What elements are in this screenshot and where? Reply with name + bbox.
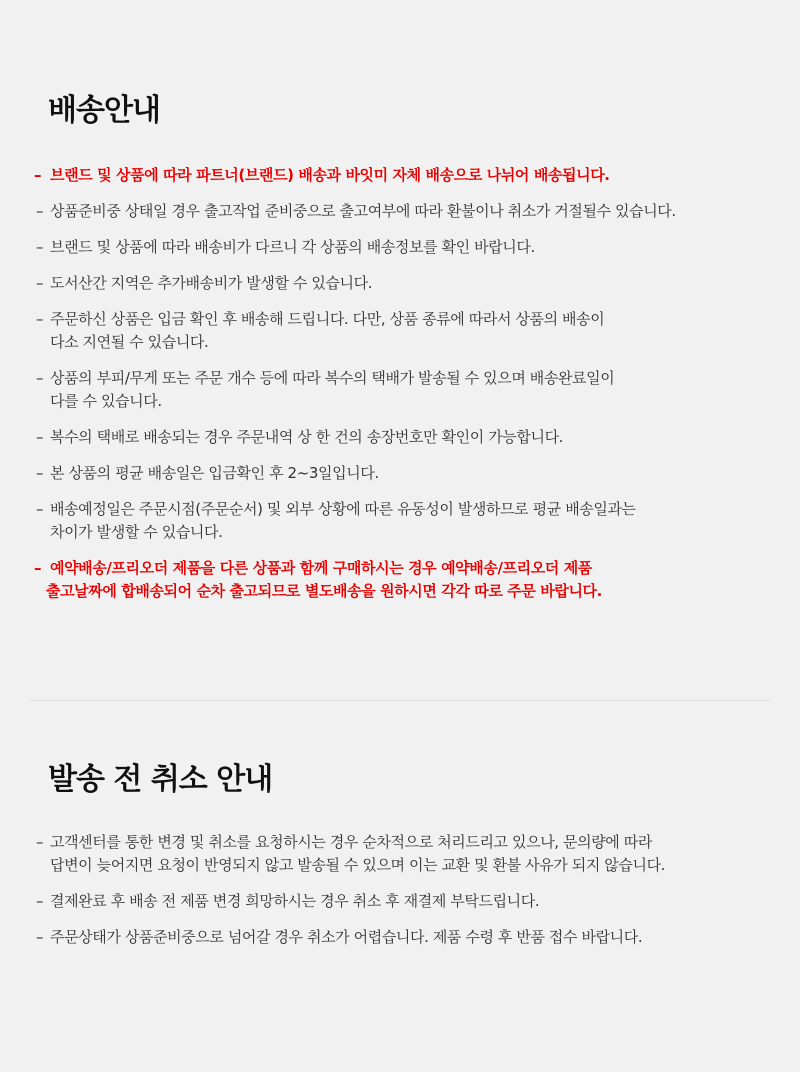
cancel-notice-customer-center: [0, 831, 800, 877]
cancel-notice-change-product: [0, 890, 800, 913]
bullet-dash: –: [36, 369, 44, 387]
notice-line: 복수의 택배로 배송되는 경우 주문내역 상 한 건의 송장번호만 확인이 가능합니다.: [50, 428, 564, 446]
shipping-notice-expected-date: [0, 498, 800, 544]
bullet-dash: –: [36, 892, 44, 910]
bullet-dash: –: [36, 238, 44, 256]
notice-line: 고객센터를 통한 변경 및 취소를 요청하시는 경우 순차적으로 처리드리고 있으나, 문의량에 따라: [50, 833, 652, 851]
shipping-notice-multiple-parcels: [0, 367, 800, 413]
bullet-dash: –: [36, 833, 44, 851]
bullet-dash: –: [36, 500, 44, 518]
bullet-dash: –: [34, 166, 42, 184]
notice-line: 브랜드 및 상품에 따라 파트너(브랜드) 배송과 바잇미 자체 배송으로 나뉘어 배송됩니다.: [50, 166, 610, 184]
bullet-dash: –: [36, 464, 44, 482]
notice-line: 브랜드 및 상품에 따라 배송비가 다르니 각 상품의 배송정보를 확인 바랍니다.: [50, 238, 535, 256]
bullet-dash: –: [36, 202, 44, 220]
notice-line: 다를 수 있습니다.: [50, 392, 162, 410]
cancel-guide-title: 발송 전 취소 안내: [48, 762, 273, 797]
notice-line: 상품의 부피/무게 또는 주문 개수 등에 따라 복수의 택배가 발송될 수 있으며 배송완료일이: [50, 369, 615, 387]
notice-line: 예약배송/프리오더 제품을 다른 상품과 함께 구매하시는 경우 예약배송/프리오더 제품: [50, 559, 592, 577]
shipping-notice-average-days: [0, 462, 800, 485]
section-divider: [30, 700, 770, 701]
shipping-notice-partner-delivery: [0, 164, 800, 187]
bullet-dash: –: [34, 559, 42, 577]
cancel-notice-preparing-status: [0, 926, 800, 949]
cancel-notice-list: [0, 831, 800, 962]
notice-line: 결제완료 후 배송 전 제품 변경 희망하시는 경우 취소 후 재결제 부탁드립니다.: [50, 892, 540, 910]
notice-line: 주문상태가 상품준비중으로 넘어갈 경우 취소가 어렵습니다. 제품 수령 후 반품 접수 바랍니다.: [50, 928, 643, 946]
notice-line: 도서산간 지역은 추가배송비가 발생할 수 있습니다.: [50, 274, 373, 292]
shipping-notice-list: [0, 164, 800, 616]
notice-line: 출고날짜에 합배송되어 순차 출고되므로 별도배송을 원하시면 각각 따로 주문 바랍니다.: [46, 582, 602, 600]
shipping-notice-preparing: [0, 200, 800, 223]
notice-line: 본 상품의 평균 배송일은 입금확인 후 2~3일입니다.: [50, 464, 379, 482]
bullet-dash: –: [36, 928, 44, 946]
shipping-notice-fee: [0, 236, 800, 259]
shipping-notice-payment-confirm: [0, 308, 800, 354]
notice-line: 차이가 발생할 수 있습니다.: [50, 523, 223, 541]
shipping-notice-tracking-number: [0, 426, 800, 449]
notice-line: 상품준비중 상태일 경우 출고작업 준비중으로 출고여부에 따라 환불이나 취소가 거절될수 있습니다.: [50, 202, 676, 220]
notice-line: 다소 지연될 수 있습니다.: [50, 333, 209, 351]
bullet-dash: –: [36, 274, 44, 292]
notice-line: 주문하신 상품은 입금 확인 후 배송해 드립니다. 다만, 상품 종류에 따라서 상품의 배송이: [50, 310, 605, 328]
notice-line: 답변이 늦어지면 요청이 반영되지 않고 발송될 수 있으며 이는 교환 및 환불 사유가 되지 않습니다.: [50, 856, 666, 874]
shipping-notice-remote-area: [0, 272, 800, 295]
bullet-dash: –: [36, 428, 44, 446]
shipping-notice-preorder: [0, 557, 800, 603]
notice-line: 배송예정일은 주문시점(주문순서) 및 외부 상황에 따른 유동성이 발생하므로 평균 배송일과는: [50, 500, 636, 518]
shipping-guide-title: 배송안내: [48, 93, 160, 128]
bullet-dash: –: [36, 310, 44, 328]
